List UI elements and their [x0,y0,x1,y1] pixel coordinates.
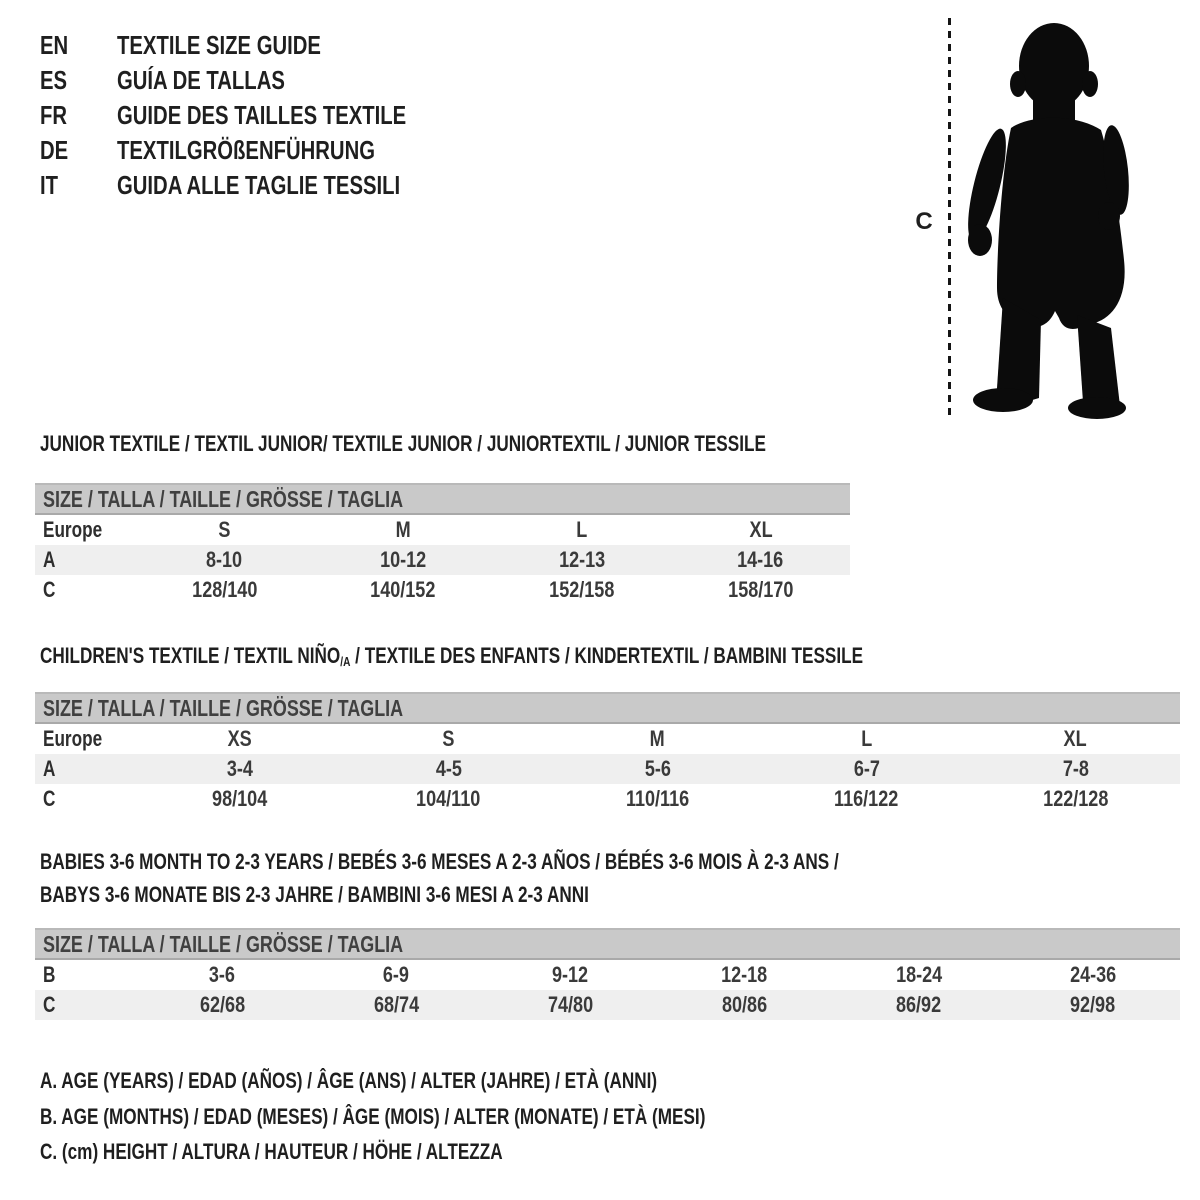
cell-value: 128/140 [191,577,257,602]
table-header: SIZE / TALLA / TAILLE / GRÖSSE / TAGLIA [35,483,850,515]
cell-value: 158/170 [728,577,794,602]
cell-value: 98/104 [211,786,268,811]
table-row-height [35,575,850,605]
language-row-de [40,133,488,168]
row-label: C [43,992,56,1017]
cell-value: 6-7 [853,756,880,781]
cell-value: XL [749,517,773,542]
cell-value: 104/110 [416,786,481,811]
cell-value: 86/92 [896,992,942,1017]
cell-value: L [860,726,873,751]
row-label: A [43,547,56,572]
cell-value: M [649,726,666,751]
cell-value: 68/74 [373,992,419,1017]
cell-value: 74/80 [547,992,593,1017]
children-size-table [35,692,1180,814]
cell-value: 5-6 [644,756,671,781]
cell-value: 122/128 [1042,786,1109,811]
language-code: IT [40,170,59,200]
cell-value: 4-5 [435,756,462,781]
guide-title-it: GUIDA ALLE TAGLIE TESSILI [117,170,401,200]
cell-value: M [395,517,411,542]
guide-title-fr: GUIDE DES TAILLES TEXTILE [117,100,407,130]
cell-value: 12-18 [721,962,768,987]
cell-value: 62/68 [199,992,245,1017]
cell-value: S [442,726,455,751]
table-row-height [35,784,1180,814]
table-row-age [35,545,850,575]
language-row-it [40,168,488,203]
cell-value: XS [227,726,252,751]
cell-value: 80/86 [722,992,768,1017]
cell-value: 12-13 [558,547,605,572]
children-title-main: CHILDREN'S TEXTILE / TEXTIL NIÑO [40,643,341,668]
table-header: SIZE / TALLA / TAILLE / GRÖSSE / TAGLIA [35,692,1180,724]
babies-title-line-2: BABYS 3-6 MONATE BIS 2-3 JAHRE / BAMBINI 3-6 MESI A 2-3 ANNI [40,882,589,907]
row-label: B [43,962,56,987]
toddler-silhouette-shape [963,23,1133,419]
babies-size-table [35,928,1180,1020]
table-row-height [35,990,1180,1020]
cell-value: 152/158 [549,577,615,602]
cell-value: 140/152 [370,577,436,602]
guide-title-es: GUÍA DE TALLAS [117,65,285,95]
toddler-silhouette [963,20,1140,422]
cell-value: 10-12 [380,547,427,572]
row-label: Europe [43,517,103,542]
cell-value: 18-24 [895,962,942,987]
language-row-en [40,28,488,63]
legend-line-c: C. (cm) HEIGHT / ALTURA / HAUTEUR / HÖHE / ALTEZZA [40,1139,503,1164]
cell-value: L [576,517,588,542]
children-title-sub: /A [340,654,351,669]
language-code: ES [40,65,68,95]
cell-value: 7-8 [1062,756,1089,781]
row-label: A [43,756,56,781]
language-code: FR [40,100,68,130]
language-code: DE [40,135,69,165]
language-title-list [40,28,488,203]
language-row-es [40,63,488,98]
table-row-europe [35,515,850,545]
babies-title-line-1: BABIES 3-6 MONTH TO 2-3 YEARS / BEBÉS 3-6 MESES A 2-3 AÑOS / BÉBÉS 3-6 MOIS À 2-3 ANS / [40,849,839,874]
cell-value: 14-16 [737,547,784,572]
table-row-months [35,960,1180,990]
junior-section-title: JUNIOR TEXTILE / TEXTIL JUNIOR/ TEXTILE JUNIOR / JUNIORTEXTIL / JUNIOR TESSILE [40,431,766,456]
cell-value: 92/98 [1070,992,1116,1017]
legend-line-a: A. AGE (YEARS) / EDAD (AÑOS) / ÂGE (ANS) / ALTER (JAHRE) / ETÀ (ANNI) [40,1068,658,1093]
table-header: SIZE / TALLA / TAILLE / GRÖSSE / TAGLIA [35,928,1180,960]
row-label: C [43,577,56,602]
cell-value: 3-4 [226,756,253,781]
cell-value: 3-6 [209,962,236,987]
guide-title-en: TEXTILE SIZE GUIDE [117,30,321,60]
height-measure-label: C [915,208,933,235]
table-row-age [35,754,1180,784]
guide-title-de: TEXTILGRÖßENFÜHRUNG [117,135,375,165]
row-label: Europe [43,726,103,751]
cell-value: 110/116 [625,786,690,811]
junior-size-table [35,483,850,605]
cell-value: 9-12 [552,962,589,987]
measurement-legend [40,1063,893,1170]
cell-value: 116/122 [834,786,899,811]
height-measure-dashed-line [948,18,951,415]
children-section-title [40,642,1095,673]
cell-value: S [218,517,231,542]
cell-value: 8-10 [206,547,243,572]
language-code: EN [40,30,69,60]
cell-value: XL [1063,726,1088,751]
babies-section-title [40,845,1064,911]
legend-line-b: B. AGE (MONTHS) / EDAD (MESES) / ÂGE (MOIS) / ALTER (MONATE) / ETÀ (MESI) [40,1103,706,1129]
cell-value: 24-36 [1069,962,1117,987]
children-title-rest: / TEXTILE DES ENFANTS / KINDERTEXTIL / BAMBINI TESSILE [350,643,864,668]
cell-value: 6-9 [383,962,410,987]
table-row-europe [35,724,1180,754]
row-label: C [43,786,56,811]
language-row-fr [40,98,488,133]
